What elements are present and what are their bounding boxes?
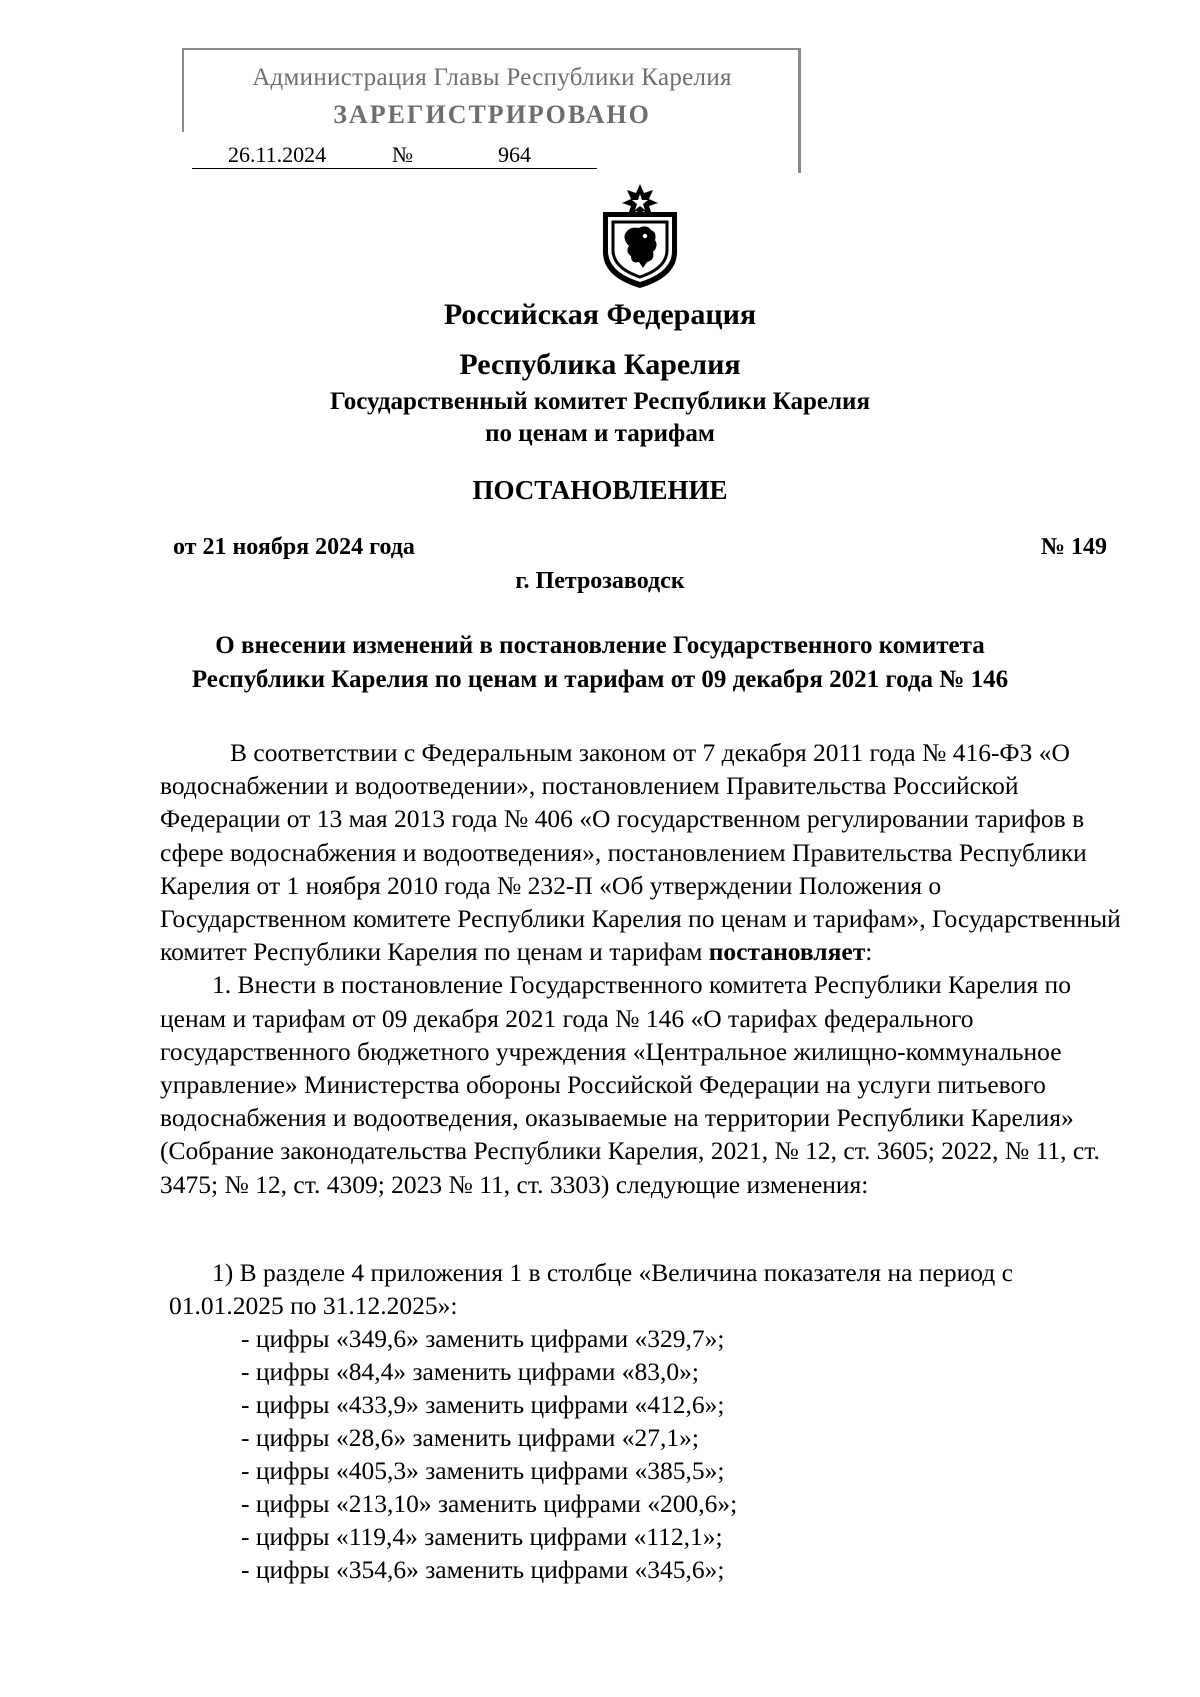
replacement-list [241,1322,737,1586]
committee-heading-line2: по ценам и тарифам [485,420,715,447]
subitem-1-line1: 1) В разделе 4 приложения 1 в столбце «Величина показателя на период с [212,1258,1013,1287]
list-item: - цифры «213,10» заменить цифрами «200,6»; [241,1489,738,1518]
item-1-paragraph: 1. Внести в постановление Государственного комитета Республики Карелия по ценам и тарифам от 09 декабря 2021 года № 146 «О тарифах федерального государственного бюджетного учреждения «Центральное жилищно-коммунальное управление» Министерства обороны Российской Федерации на услуги питьевого водоснабжения и водоотведения, оказываемые на территории Республики Карелия» (Собрание законодательства Республики Карелия, 2021, № 12, ст. 3605; 2022, № 11, ст. 3475; № 12, ст. 4309; 2023 № 11, ст. 3303) следующие изменения: [160,970,1100,1199]
subitem-1-line2: 01.01.2025 по 31.12.2025»: [169,1291,458,1321]
preamble-text: В соответствии с Федеральным законом от 7 декабря 2011 года № 416-ФЗ «О водоснабжении и водоотведении», постановлением Правительства Российской Федерации от 13 мая 2013 года № 406 «О государственном регулировании тарифов в сфере водоснабжения и водоотведения», постановлением Правительства Республики Карелия от 1 ноября 2010 года № 232-П «Об утверждении Положения о Государственном комитете Республики Карелия по ценам и тарифам», Государственный комитет Республики Карелия по ценам и тарифам [160,738,1121,967]
document-number: № 149 [1040,534,1107,560]
registration-stamp [182,48,802,168]
stamp-registration-line [192,142,597,169]
list-item: - цифры «354,6» заменить цифрами «345,6»; [241,1555,725,1584]
document-type: ПОСТАНОВЛЕНИЕ [472,475,728,505]
karelia-coat-of-arms-icon [595,182,685,290]
list-item: - цифры «433,9» заменить цифрами «412,6»; [241,1390,725,1419]
stamp-number-label: № [392,142,413,167]
subitem-1 [160,1256,1123,1322]
document-city: г. Петрозаводск [515,568,685,594]
stamp-date: 26.11.2024 [228,142,327,167]
list-item: - цифры «405,3» заменить цифрами «385,5»; [241,1456,725,1485]
stamp-status: ЗАРЕГИСТРИРОВАНО [333,100,651,129]
document-body [160,736,1123,1201]
country-heading: Российская Федерация [443,298,757,331]
stamp-number: 964 [498,142,531,167]
list-item: - цифры «349,6» заменить цифрами «329,7»; [241,1324,725,1353]
document-date: от 21 ноября 2024 года [173,534,415,560]
document-title-line2: Республики Карелия по ценам и тарифам от 09 декабря 2021 года № 146 [191,666,1009,693]
preamble-paragraph [160,736,1123,968]
stamp-authority: Администрация Главы Республики Карелия [252,64,732,91]
list-item: - цифры «28,6» заменить цифрами «27,1»; [241,1423,699,1452]
document-title-line1: О внесении изменений в постановление Государственного комитета [215,632,985,659]
republic-heading: Республика Карелия [459,348,741,381]
list-item: - цифры «84,4» заменить цифрами «83,0»; [241,1357,699,1386]
preamble-colon: : [865,937,873,967]
preamble-keyword: постановляет [708,937,866,967]
committee-heading-line1: Государственный комитет Республики Карелия [330,388,870,415]
list-item: - цифры «119,4» заменить цифрами «112,1»; [241,1522,723,1551]
